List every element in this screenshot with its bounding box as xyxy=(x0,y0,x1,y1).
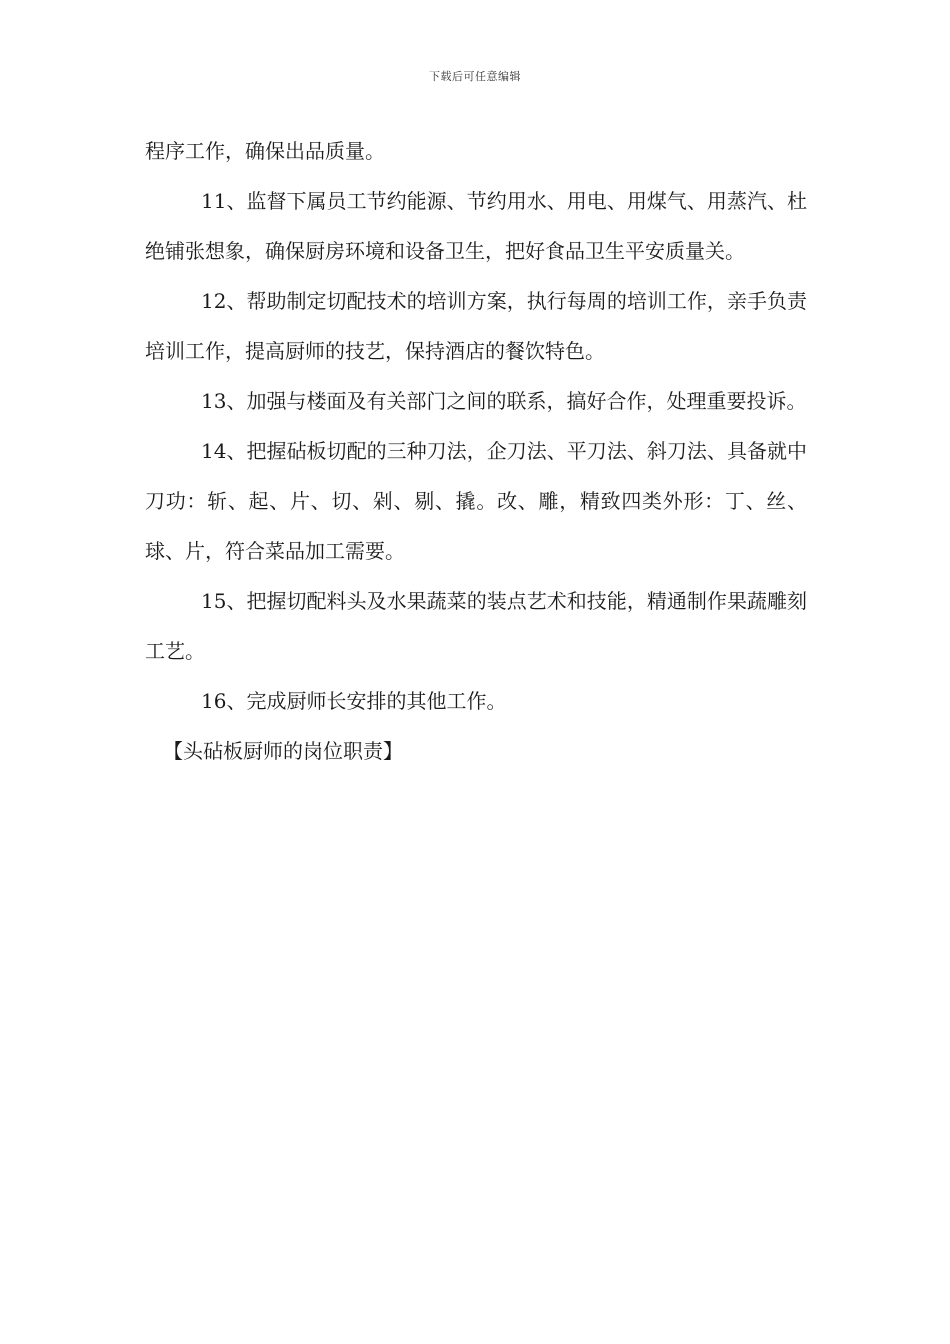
paragraph-continuation: 程序工作，确保出品质量。 xyxy=(145,139,385,163)
paragraph-item-11: 11、监督下属员工节约能源、节约用水、用电、用煤气、用蒸汽、杜绝铺张想象，确保厨房环境和设备卫生，把好食品卫生平安质量关。 xyxy=(145,189,807,263)
document-body xyxy=(145,126,807,776)
paragraph-item-16: 16、完成厨师长安排的其他工作。 xyxy=(201,689,507,713)
header-note: 下载后可任意编辑 xyxy=(429,70,521,83)
paragraph-item-12: 12、帮助制定切配技术的培训方案，执行每周的培训工作，亲手负责培训工作，提高厨师的技艺，保持酒店的餐饮特色。 xyxy=(145,289,807,363)
paragraph-item-13: 13、加强与楼面及有关部门之间的联系，搞好合作，处理重要投诉。 xyxy=(201,389,807,413)
paragraph-item-15: 15、把握切配料头及水果蔬菜的装点艺术和技能，精通制作果蔬雕刻工艺。 xyxy=(145,589,807,663)
paragraph-item-14: 14、把握砧板切配的三种刀法，企刀法、平刀法、斜刀法、具备就中刀功：斩、起、片、切、剁、剔、撬。改、雕，精致四类外形：丁、丝、球、片，符合菜品加工需要。 xyxy=(145,439,807,563)
section-heading: 【头砧板厨师的岗位职责】 xyxy=(163,739,403,763)
